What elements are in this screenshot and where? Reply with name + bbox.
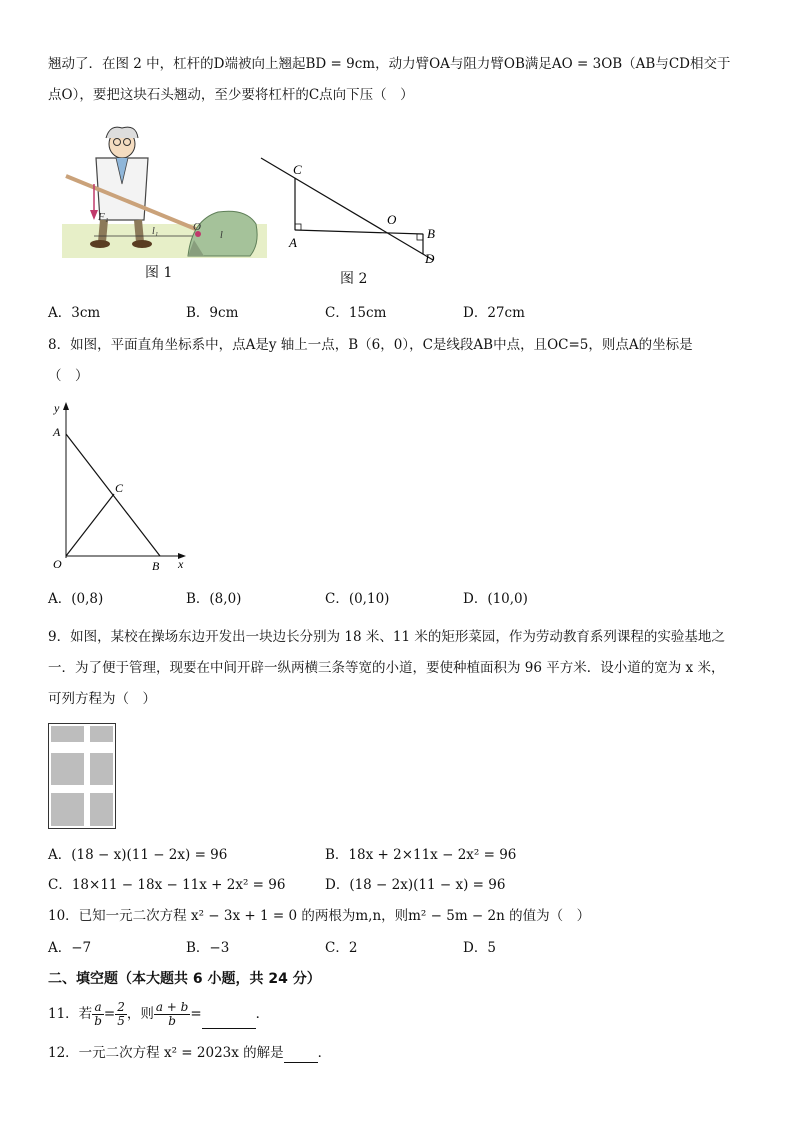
- segment-OC: [66, 494, 114, 556]
- q7-text-line2: 点O），要把这块石头翘动，至少要将杠杆的C点向下压（ ）: [48, 87, 414, 103]
- label-l2: l: [220, 230, 223, 241]
- label-F1: F₁: [98, 211, 109, 223]
- q11-frac-a-over-b: [92, 1001, 104, 1028]
- y-axis-arrow: [63, 402, 69, 410]
- q8-option-a[interactable]: A．(0,8): [48, 591, 104, 607]
- label-O-fig2: O: [387, 212, 397, 227]
- label-A-fig2: A: [289, 235, 297, 250]
- q8-text-line1: 8．如图，平面直角坐标系中，点A是y 轴上一点，B（6，0），C是线段AB中点，且OC=5，则点A的坐标是: [48, 337, 693, 353]
- right-angle-B: [417, 234, 423, 240]
- q8-option-b[interactable]: B．(8,0): [186, 591, 242, 607]
- q8-text-line2: （ ）: [48, 368, 89, 384]
- label-B: B: [152, 559, 160, 573]
- q11-frac1-num: a: [92, 1001, 104, 1015]
- q11-frac3-num: a + b: [155, 1000, 189, 1014]
- q10-option-b[interactable]: B．−3: [186, 940, 230, 956]
- q8-option-c[interactable]: C．(0,10): [325, 591, 390, 607]
- q9-option-b[interactable]: B．18x + 2×11x − 2x² = 96: [325, 847, 517, 863]
- q12-end: ．: [317, 1045, 332, 1061]
- label-A: A: [53, 425, 61, 439]
- q11-end: ．: [255, 1006, 270, 1022]
- q11-frac1-den: b: [94, 1014, 102, 1028]
- q11-answer-blank[interactable]: [202, 1012, 256, 1029]
- q12-text: 12．一元二次方程 x² = 2023x 的解是: [48, 1045, 284, 1061]
- q7-text-line1: 翘动了．在图 2 中，杠杆的D端被向上翘起BD = 9cm，动力臂OA与阻力臂OB满足AO = 3OB（AB与CD相交于: [48, 56, 731, 72]
- label-O: O: [53, 557, 62, 571]
- plot-1: [51, 726, 84, 742]
- q12-line: [48, 1043, 331, 1063]
- q9-option-d[interactable]: D．(18 − 2x)(11 − x) = 96: [325, 877, 506, 893]
- q9-figure-garden: [48, 723, 116, 829]
- q11-frac-sum-over-b: [154, 1001, 191, 1028]
- q7-fig2-caption: 图 2: [340, 271, 368, 287]
- label-x: x: [178, 557, 184, 571]
- q10-option-c[interactable]: C．2: [325, 940, 358, 956]
- q8-figure: [48, 398, 198, 574]
- force-arrowhead: [90, 210, 98, 220]
- q11-mid: ，则: [126, 1006, 154, 1022]
- section-2-title: 二、填空题（本大题共 6 小题，共 24 分）: [48, 971, 321, 987]
- q11-frac3-den: b: [168, 1014, 176, 1028]
- plot-2: [90, 726, 113, 742]
- q8-option-d[interactable]: D．(10,0): [463, 591, 528, 607]
- q11-eq: =: [103, 1006, 116, 1022]
- right-angle-A: [295, 224, 301, 230]
- plot-6: [90, 793, 113, 826]
- q11-frac2-num: 2: [117, 1000, 125, 1014]
- plot-5: [51, 793, 84, 826]
- q11-frac-2-over-5: [115, 1001, 127, 1028]
- q10-option-d[interactable]: D．5: [463, 940, 496, 956]
- plot-4: [90, 753, 113, 785]
- q7-figure2: [255, 150, 455, 270]
- plot-3: [51, 753, 84, 785]
- q12-answer-blank[interactable]: [284, 1046, 318, 1063]
- q11-line: [48, 999, 269, 1029]
- q9-option-a[interactable]: A．(18 − x)(11 − 2x) = 96: [48, 847, 228, 863]
- q7-figure1: [60, 124, 270, 264]
- segment-AB: [295, 230, 423, 234]
- label-B-fig2: B: [427, 226, 435, 241]
- q9-text-line2: 一．为了便于管理，现要在中间开辟一纵两横三条等宽的小道，要使种植面积为 96 平方米．设小道的宽为 x 米，: [48, 660, 725, 676]
- q9-text-line1: 9．如图，某校在操场东边开发出一块边长分别为 18 米、11 米的矩形菜园，作为劳动教育系列课程的实验基地之: [48, 629, 725, 645]
- q9-option-c[interactable]: C．18×11 − 18x − 11x + 2x² = 96: [48, 877, 286, 893]
- segment-CD: [261, 158, 433, 260]
- q10-option-a[interactable]: A．−7: [48, 940, 92, 956]
- q9-text-line3: 可列方程为（ ）: [48, 691, 156, 707]
- q7-fig1-caption: 图 1: [145, 265, 173, 281]
- q7-option-b[interactable]: B．9cm: [186, 305, 239, 321]
- q7-option-a[interactable]: A．3cm: [48, 305, 101, 321]
- label-D-fig2: D: [425, 251, 435, 266]
- label-C: C: [115, 481, 124, 495]
- q7-option-d[interactable]: D．27cm: [463, 305, 525, 321]
- q11-suffix: =: [190, 1006, 202, 1022]
- label-y: y: [54, 401, 60, 415]
- q11-prefix: 11．若: [48, 1006, 93, 1022]
- label-C-fig2: C: [293, 162, 302, 177]
- label-l1: l₁: [152, 226, 159, 237]
- q7-option-c[interactable]: C．15cm: [325, 305, 387, 321]
- q10-text: 10．已知一元二次方程 x² − 3x + 1 = 0 的两根为m,n，则m² − 5m − 2n 的值为（ ）: [48, 908, 591, 924]
- label-O-fig1: O: [193, 221, 201, 233]
- q11-frac2-den: 5: [117, 1014, 125, 1028]
